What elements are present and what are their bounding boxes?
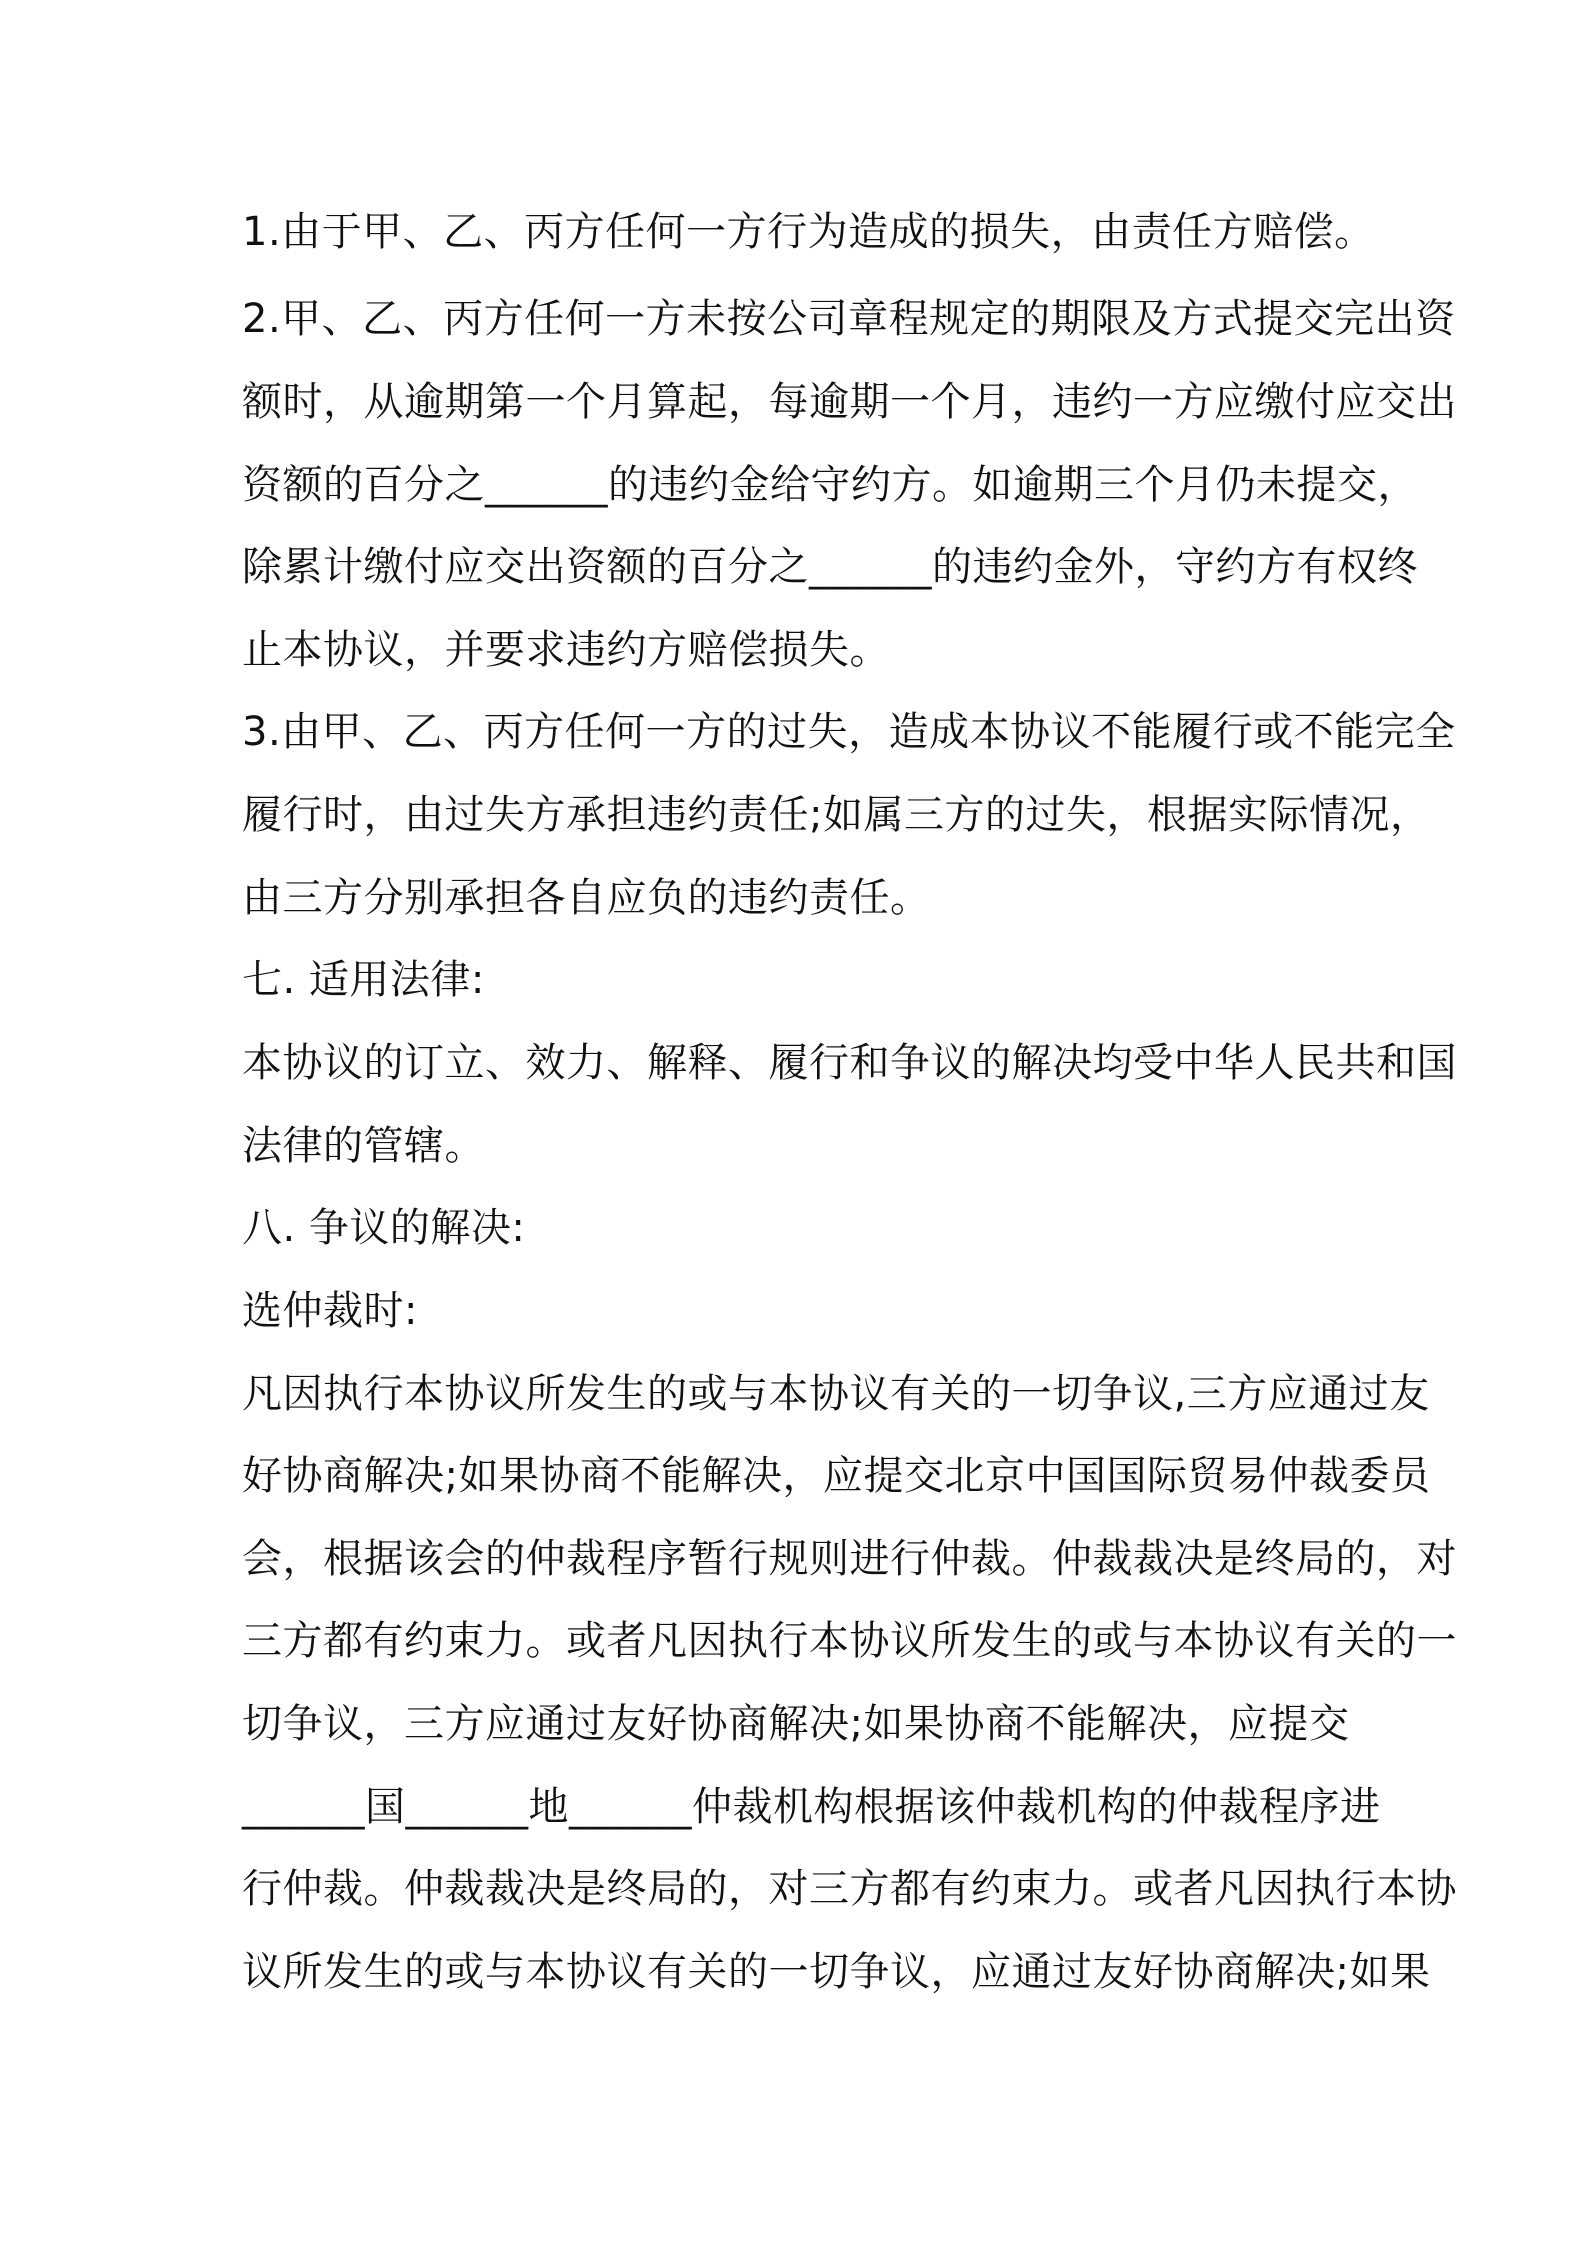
text-line: 会，根据该会的仲裁程序暂行规则进行仲裁。仲裁裁决是终局的，对 (242, 1536, 1457, 1582)
section-heading: 七. 适用法律: (242, 957, 485, 1003)
text-line: 资额的百分之______的违约金给守约方。如逾期三个月仍未提交， (242, 462, 1418, 508)
text-line: 额时，从逾期第一个月算起，每逾期一个月，违约一方应缴付应交出 (242, 379, 1457, 425)
text-line: 行仲裁。仲裁裁决是终局的，对三方都有约束力。或者凡因执行本协 (242, 1866, 1457, 1912)
text-line: 2.甲、乙、丙方任何一方未按公司章程规定的期限及方式提交完出资 (242, 296, 1456, 342)
section-heading: 八. 争议的解决: (242, 1205, 526, 1251)
text-line: 议所发生的或与本协议有关的一切争议，应通过友好协商解决;如果 (242, 1949, 1431, 1995)
text-line: 三方都有约束力。或者凡因执行本协议所发生的或与本协议有关的一 (242, 1618, 1457, 1664)
subheading: 选仲裁时: (242, 1288, 418, 1334)
text-line: 除累计缴付应交出资额的百分之______的违约金外，守约方有权终 (242, 544, 1418, 590)
text-line: 切争议，三方应通过友好协商解决;如果协商不能解决，应提交 (242, 1701, 1350, 1747)
text-line: 凡因执行本协议所发生的或与本协议有关的一切争议,三方应通过友 (242, 1371, 1430, 1417)
text-line: 履行时，由过失方承担违约责任;如属三方的过失，根据实际情况， (242, 792, 1431, 838)
text-line: 3.由甲、乙、丙方任何一方的过失，造成本协议不能履行或不能完全 (242, 709, 1456, 755)
text-line: 本协议的订立、效力、解释、履行和争议的解决均受中华人民共和国 (242, 1040, 1457, 1086)
text-line: ______国______地______仲裁机构根据该仲裁机构的仲裁程序进 (242, 1784, 1381, 1830)
text-line: 1.由于甲、乙、丙方任何一方行为造成的损失，由责任方赔偿。 (242, 209, 1375, 255)
text-line: 法律的管辖。 (242, 1123, 485, 1169)
text-line: 由三方分别承担各自应负的违约责任。 (242, 875, 931, 921)
text-line: 止本协议，并要求违约方赔偿损失。 (242, 627, 890, 673)
text-line: 好协商解决;如果协商不能解决，应提交北京中国国际贸易仲裁委员 (242, 1453, 1431, 1499)
